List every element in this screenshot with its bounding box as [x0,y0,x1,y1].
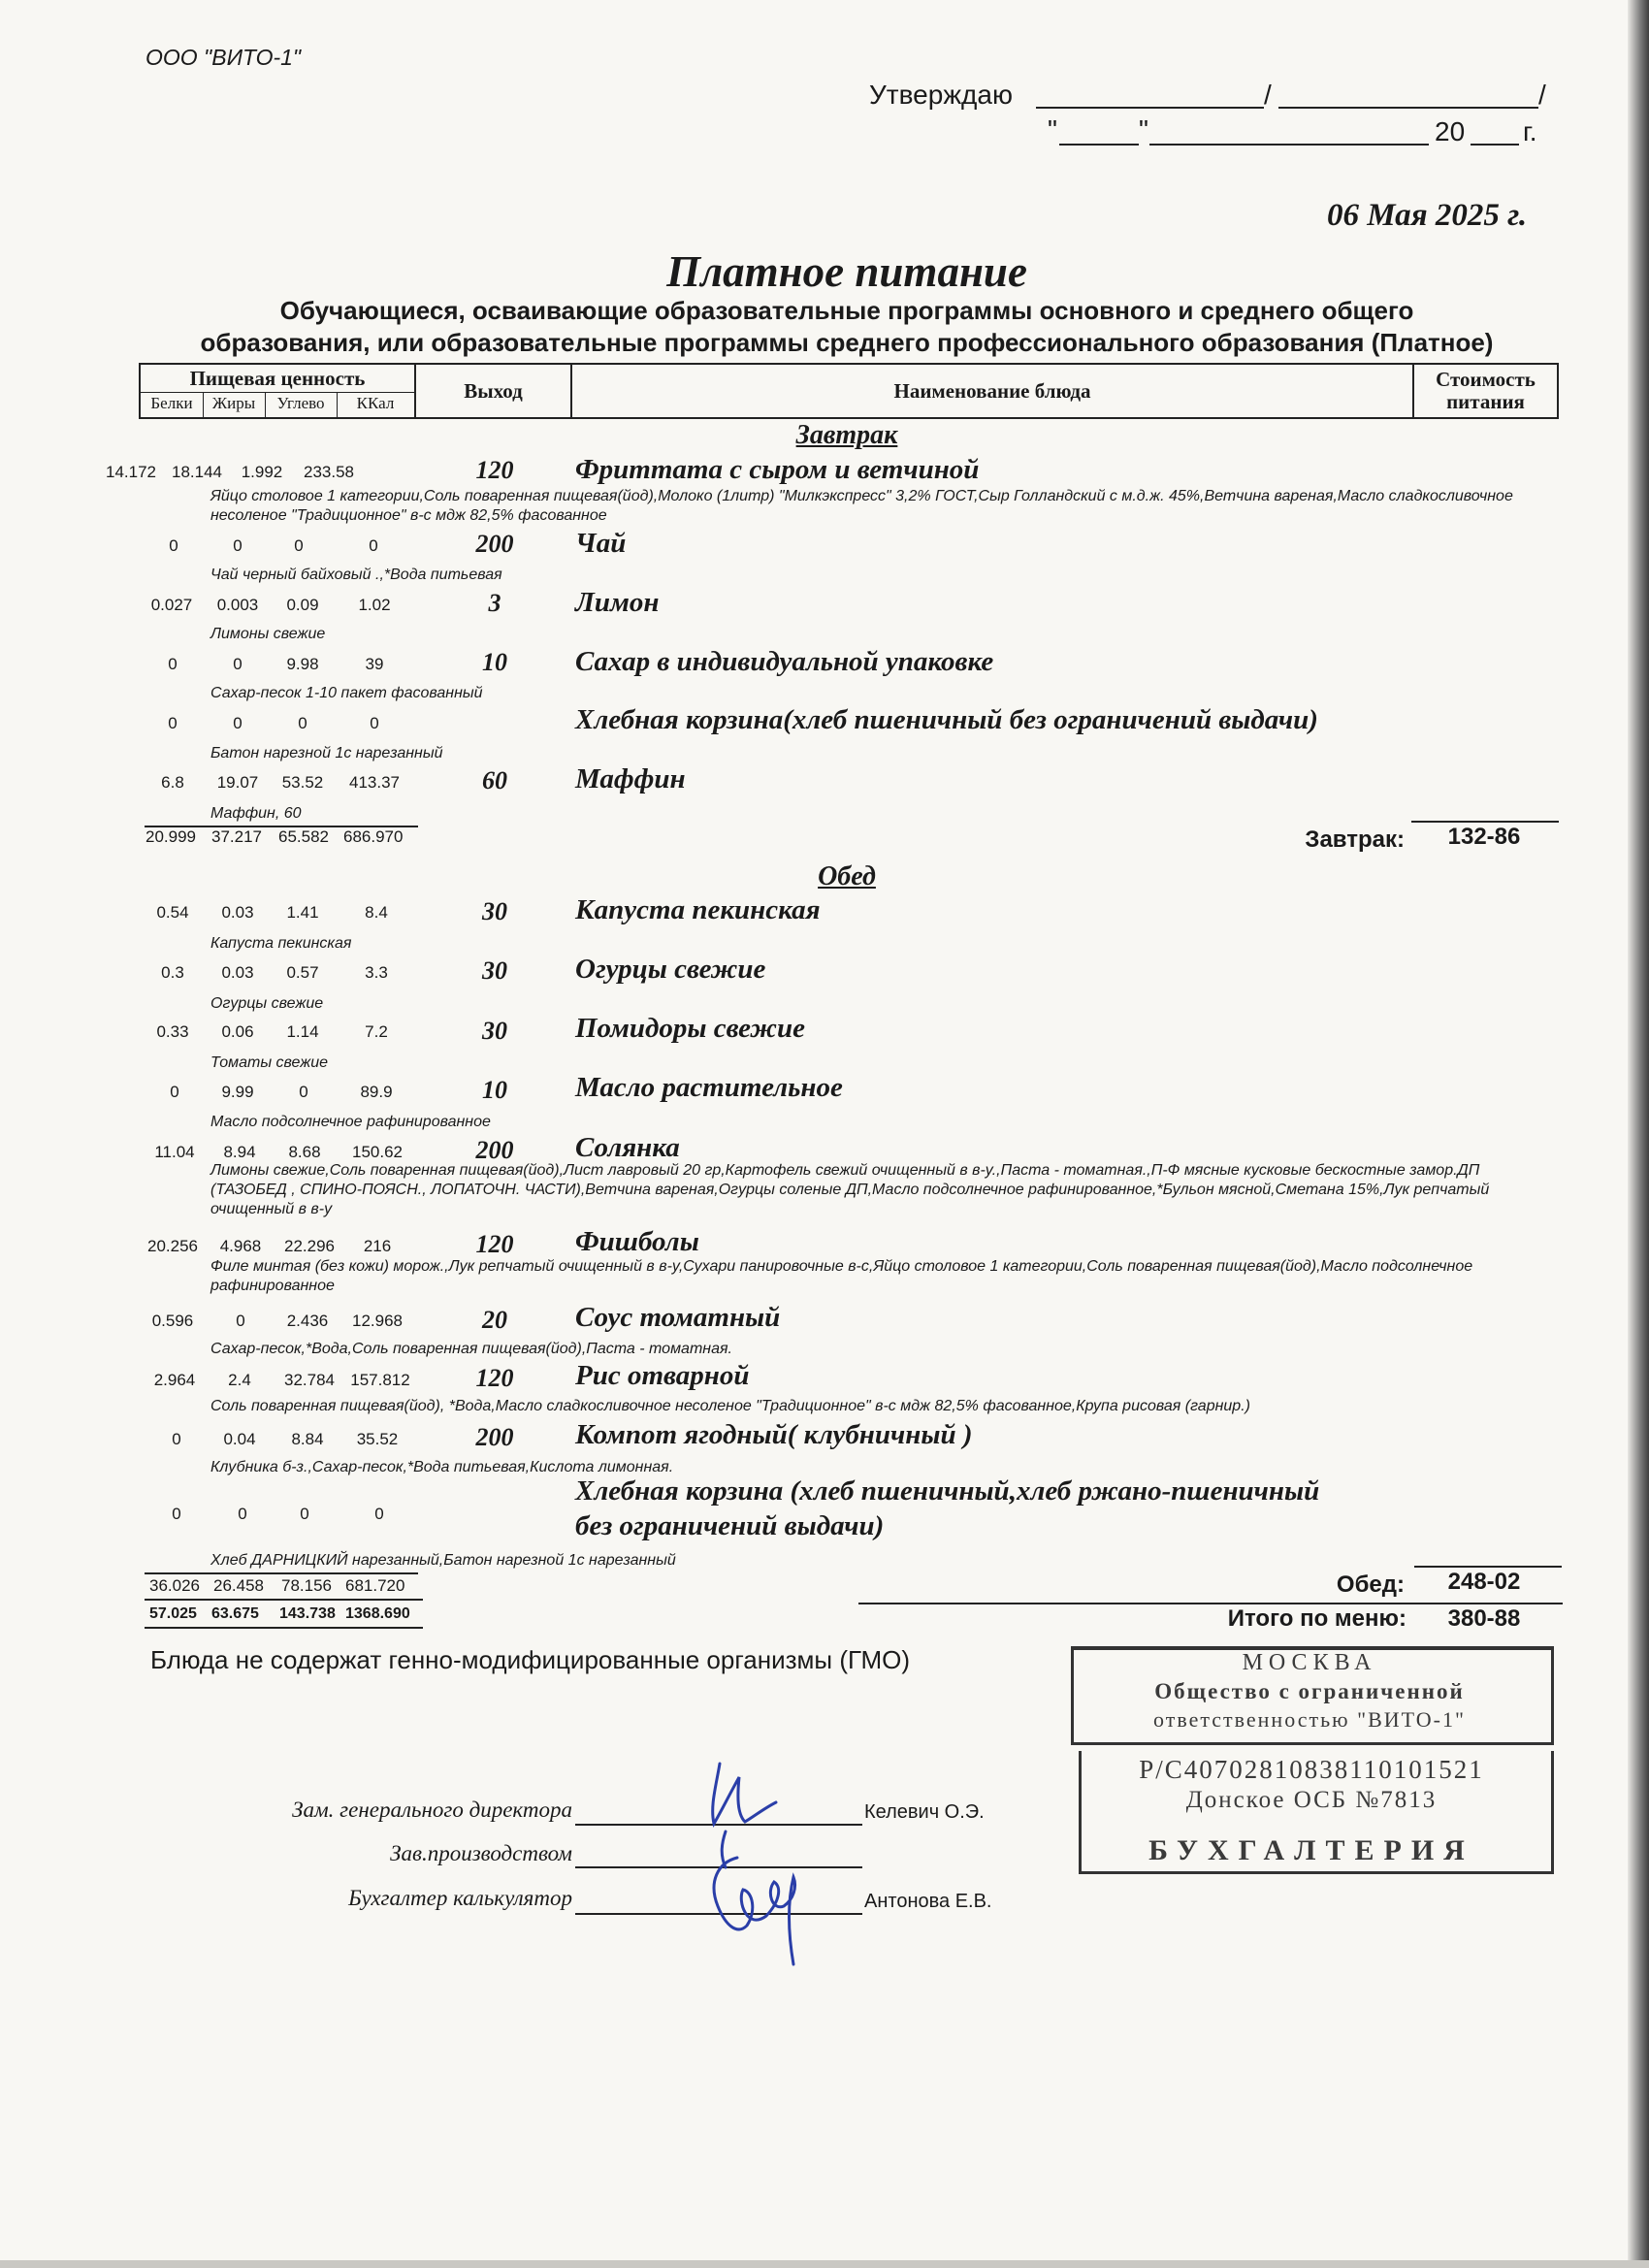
dish-name: Чай [575,528,627,559]
row-fats: 0.03 [221,903,254,922]
dish-ingredients: Соль поваренная пищевая(йод), *Вода,Масло сладкосливочное несоленое "Традиционное" в-с мдж 82,5% фасованное,Крупа рисовая (гарнир.) [210,1398,1250,1414]
lunch-sum-value: 248-02 [1447,1569,1521,1595]
row-kcal: 89.9 [360,1083,393,1101]
dish-name: Соус томатный [575,1302,781,1333]
row-kcal: 157.812 [350,1371,410,1389]
row-fats: 0 [233,714,242,732]
approve-quote-open: " [1048,114,1057,145]
row-yield: 120 [475,1364,514,1392]
dish-name: Хлебная корзина(хлеб пшеничный без ограничений выдачи) [575,704,1318,735]
approve-slash-1: / [1264,80,1272,110]
dish-ingredients: Чай черный байховый .,*Вода питьевая [210,567,502,583]
stamp-department: БУХГАЛТЕРИЯ [1148,1834,1474,1866]
row-carbs: 9.98 [286,655,319,673]
signature-name-deputy-director: Келевич О.Э. [864,1801,985,1823]
row-fats: 0.06 [221,1022,254,1041]
row-kcal: 39 [365,655,384,673]
row-carbs: 1.41 [286,903,319,922]
row-proteins: 0 [168,714,178,732]
row-kcal: 7.2 [365,1022,388,1041]
dish-ingredients: Лимоны свежие,Соль поваренная пищевая(йод),Лист лавровый 20 гр,Картофель свежий очищенный в в-у.,Паста - томатная.,П-Ф мясные кусковые бескостные замор.ДП (ТАЗОБЕД , СПИНО-ПОЯСН., ЛОПАТОЧН. ЧАСТИ),Ветчина вареная,Огурцы соленые ДП,Масло подсолнечное рафинированное,*Бульон мясной,Сметана 15%,Лук репчатый очищенный в в-у [210,1162,1490,1217]
row-proteins: 0 [172,1430,181,1448]
row-proteins: 0 [168,655,178,673]
dish-name: Рис отварной [575,1360,750,1391]
section-lunch-title: Обед [818,861,876,891]
row-carbs: 8.84 [291,1430,324,1448]
row-fats: 0 [233,655,242,673]
signature-role-deputy-director: Зам. генерального директора [292,1798,572,1822]
section-breakfast-title: Завтрак [795,420,898,450]
dish-name: Маффин [575,763,686,794]
row-kcal: 3.3 [365,963,388,982]
row-fats: 0.03 [221,963,254,982]
row-kcal: 216 [363,1237,392,1255]
row-kcal: 0 [369,536,378,555]
row-proteins: 14.172 [106,463,156,481]
breakfast-total-carbs: 65.582 [278,827,329,846]
page-title: Платное питание [666,247,1027,296]
row-yield: 10 [482,1076,507,1104]
row-kcal: 8.4 [365,903,388,922]
row-fats: 0 [238,1505,247,1523]
approve-slash-2: / [1538,80,1546,110]
header-kcal: ККал [356,394,395,412]
approve-year-label: 20 [1435,116,1466,146]
row-yield: 10 [482,648,507,676]
row-yield: 120 [475,1230,514,1258]
stamp-line-2: ответственностью "ВИТО-1" [1153,1707,1466,1732]
row-kcal: 0 [374,1505,384,1523]
row-carbs: 0.57 [286,963,319,982]
row-proteins: 0.596 [151,1312,194,1330]
row-proteins: 0 [170,1083,179,1101]
row-carbs: 0 [299,1083,308,1101]
dish-name-continued: без ограничений выдачи) [575,1510,885,1541]
row-carbs: 0 [298,714,307,732]
row-proteins: 6.8 [161,773,184,792]
row-carbs: 32.784 [284,1371,335,1389]
dish-ingredients: Филе минтая (без кожи) морож.,Лук репчатый очищенный в в-у,Сухари панировочные в-с,Яйцо столовое 1 категории,Соль поваренная пищевая(йод),Масло подсолнечное рафинированное [210,1258,1473,1294]
row-yield: 200 [475,1423,514,1451]
dish-ingredients: Масло подсолнечное рафинированное [210,1114,491,1130]
row-carbs: 1.992 [241,463,283,481]
row-kcal: 12.968 [352,1312,403,1330]
row-proteins: 11.04 [154,1143,195,1161]
stamp-line-1: Общество с ограниченной [1154,1679,1465,1703]
header-fats: Жиры [211,394,256,412]
dish-ingredients: Яйцо столовое 1 категории,Соль поваренная пищевая(йод),Молоко (1литр) "Милкэкспресс" 3,2% ГОСТ,Сыр Голландский с м.д.ж. 45%,Ветчина вареная,Масло сладкосливочное несоленое "Традиционное" в-с мдж 82,5% фасованное [210,488,1513,524]
row-proteins: 0.3 [161,963,184,982]
signature-role-accountant: Бухгалтер калькулятор [348,1886,572,1910]
signature-name-accountant: Антонова Е.В. [864,1891,992,1912]
lunch-total-proteins: 36.026 [149,1576,200,1595]
dish-name: Солянка [575,1132,680,1163]
dish-name: Лимон [575,587,660,618]
dish-ingredients: Капуста пекинская [210,935,352,952]
grand-total-fats: 63.675 [211,1605,259,1622]
row-yield: 30 [482,897,507,925]
row-fats: 2.4 [228,1371,251,1389]
header-yield: Выход [416,365,572,417]
header-nutrition-label: Пищевая ценность [189,367,366,390]
header-cost-line-1: Стоимость [1436,368,1536,391]
approve-year-suffix: г. [1523,116,1537,146]
dish-ingredients: Огурцы свежие [210,995,324,1012]
stamp-city: МОСКВА [1242,1650,1377,1675]
lunch-total-carbs: 78.156 [281,1576,332,1595]
breakfast-sum-label: Завтрак: [1305,826,1405,853]
header-proteins: Белки [150,394,193,412]
grand-total-proteins: 57.025 [149,1605,197,1622]
row-kcal: 413.37 [349,773,400,792]
row-yield: 60 [482,766,507,794]
dish-name: Сахар в индивидуальной упаковке [575,646,994,677]
dish-ingredients: Сахар-песок 1-10 пакет фасованный [210,685,483,701]
breakfast-total-proteins: 20.999 [146,827,196,846]
dish-ingredients: Клубника б-з.,Сахар-песок,*Вода питьевая,Кислота лимонная. [210,1459,674,1475]
row-kcal: 1.02 [358,596,391,614]
row-carbs: 0 [300,1505,309,1523]
row-fats: 9.99 [221,1083,254,1101]
dish-ingredients: Томаты свежие [210,1054,329,1071]
subtitle-line-1: Обучающиеся, осваивающие образовательные программы основного и среднего общего [279,296,1414,325]
row-proteins: 0 [172,1505,181,1523]
grand-sum-label: Итого по меню: [1227,1605,1406,1632]
lunch-total-fats: 26.458 [213,1576,264,1595]
menu-date: 06 Мая 2025 г. [1327,198,1528,233]
row-proteins: 0.33 [156,1022,189,1041]
stamp-account: Р/С40702810838110101521 [1139,1755,1484,1784]
gmo-note: Блюда не содержат генно-модифицированные организмы (ГМО) [150,1645,910,1674]
row-fats: 8.94 [223,1143,256,1161]
dish-ingredients: Маффин, 60 [210,805,302,822]
row-yield: 120 [475,456,514,484]
row-kcal: 35.52 [356,1430,399,1448]
breakfast-total-kcal: 686.970 [343,827,404,846]
header-cost-line-2: питания [1446,390,1525,413]
dish-name: Хлебная корзина (хлеб пшеничный,хлеб ржано-пшеничный [575,1475,1320,1507]
row-carbs: 0.09 [286,596,319,614]
row-proteins: 0.027 [150,596,193,614]
row-fats: 0.003 [216,596,259,614]
row-fats: 0 [233,536,242,555]
row-proteins: 0.54 [156,903,189,922]
dish-name: Капуста пекинская [575,894,821,925]
dish-name: Фишболы [575,1226,699,1257]
dish-name: Огурцы свежие [575,954,766,985]
dish-name: Помидоры свежие [575,1013,805,1044]
dish-ingredients: Батон нарезной 1с нарезанный [210,745,443,761]
row-carbs: 22.296 [284,1237,335,1255]
row-yield: 20 [482,1306,507,1334]
row-yield: 200 [475,530,514,558]
dish-ingredients: Хлеб ДАРНИЦКИЙ нарезанный,Батон нарезной 1с нарезанный [210,1552,676,1569]
row-yield: 200 [475,1136,514,1164]
header-dish-name: Наименование блюда [572,365,1414,417]
row-fats: 0.04 [223,1430,256,1448]
row-fats: 18.144 [172,463,222,481]
lunch-total-kcal: 681.720 [345,1576,405,1595]
row-fats: 19.07 [216,773,259,792]
row-carbs: 8.68 [288,1143,321,1161]
dish-ingredients: Лимоны свежие [210,626,326,642]
row-carbs: 53.52 [281,773,324,792]
stamp-bank: Донское ОСБ №7813 [1185,1787,1438,1813]
dish-name: Компот ягодный( клубничный ) [575,1419,973,1450]
row-fats: 4.968 [219,1237,262,1255]
row-kcal: 150.62 [352,1143,403,1161]
row-carbs: 1.14 [286,1022,319,1041]
row-proteins: 0 [169,536,178,555]
approve-quote-close: " [1139,114,1148,145]
subtitle-line-2: образования, или образовательные программы среднего профессионального образования (Платное) [200,328,1494,357]
dish-ingredients: Сахар-песок,*Вода,Соль поваренная пищевая(йод),Паста - томатная. [210,1341,732,1357]
row-fats: 0 [236,1312,245,1330]
row-yield: 3 [488,589,501,617]
row-kcal: 0 [370,714,379,732]
organization-name: ООО "ВИТО-1" [146,45,302,70]
grand-sum-value: 380-88 [1447,1605,1521,1632]
row-kcal: 233.58 [304,463,354,481]
lunch-sum-label: Обед: [1336,1571,1405,1598]
row-yield: 30 [482,1017,507,1045]
breakfast-sum-value: 132-86 [1447,824,1521,850]
grand-total-kcal: 1368.690 [345,1605,410,1622]
dish-name: Масло растительное [575,1072,843,1103]
grand-total-carbs: 143.738 [279,1605,336,1622]
row-carbs: 2.436 [286,1312,329,1330]
header-carbs: Углево [276,394,325,412]
row-proteins: 2.964 [153,1371,196,1389]
dish-name: Фриттата с сыром и ветчиной [575,454,980,485]
row-carbs: 0 [294,536,304,555]
approve-label: Утверждаю [869,80,1013,110]
signature-role-production-head: Зав.производством [390,1841,572,1865]
row-yield: 30 [482,956,507,985]
row-proteins: 20.256 [147,1237,198,1255]
breakfast-total-fats: 37.217 [211,827,262,846]
